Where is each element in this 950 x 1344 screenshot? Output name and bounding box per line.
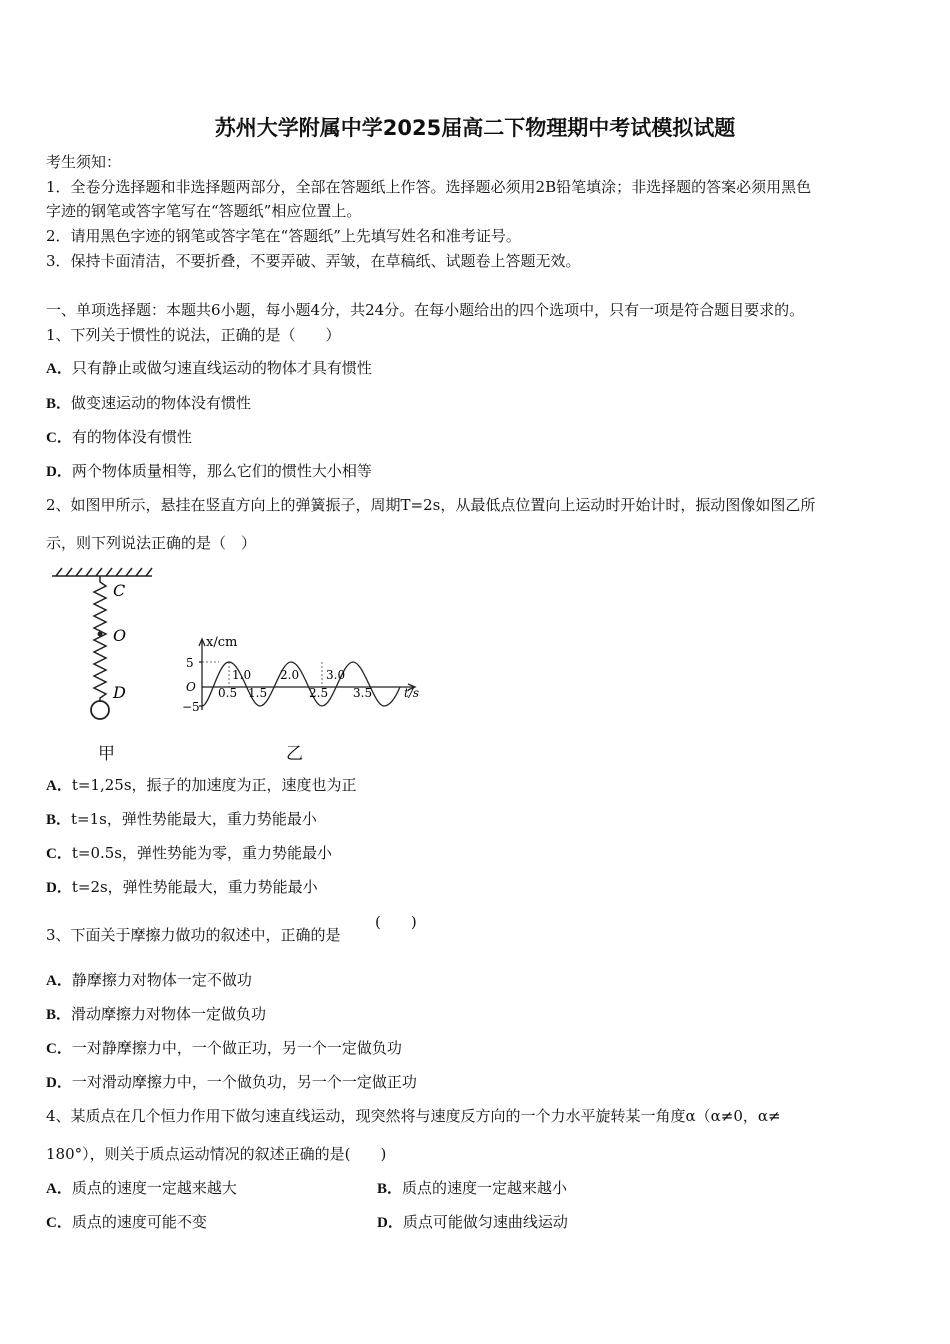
graph-tick-upper: 3.0 xyxy=(326,668,346,682)
equilibrium-dot xyxy=(98,632,103,637)
q2-option-b: B．t=1s，弹性势能最大，重力势能最小 xyxy=(46,810,317,828)
spring-label-d: D xyxy=(113,683,126,702)
graph-tick-upper: 2.0 xyxy=(280,668,300,682)
spring xyxy=(94,576,106,702)
q1-stem: 1、下列关于惯性的说法，正确的是（ ） xyxy=(46,326,341,344)
graph-guides xyxy=(202,662,322,687)
q1-option-a: A．只有静止或做匀速直线运动的物体才具有惯性 xyxy=(46,359,372,377)
graph-tick-lower: 1.5 xyxy=(248,686,268,700)
q3-option-a: A．静摩擦力对物体一定不做功 xyxy=(46,971,252,989)
page-title: 苏州大学附属中学2025届高二下物理期中考试模拟试题 xyxy=(214,116,736,140)
q4-option-d: D．质点可能做匀速曲线运动 xyxy=(377,1213,568,1231)
notice-heading: 考生须知： xyxy=(46,153,122,171)
figure-caption-right: 乙 xyxy=(286,744,303,764)
q3-option-c: C．一对静摩擦力中，一个做正功，另一个一定做负功 xyxy=(46,1039,402,1057)
q3-answer-paren: ( ) xyxy=(375,913,417,931)
q3-stem: 3、下面关于摩擦力做功的叙述中，正确的是 xyxy=(46,926,341,944)
q4-option-c: C．质点的速度可能不变 xyxy=(46,1213,207,1231)
figure-caption-left: 甲 xyxy=(98,744,115,764)
q1-option-d: D．两个物体质量相等，那么它们的惯性大小相等 xyxy=(46,462,372,480)
q2-stem-cont: 示，则下列说法正确的是（ ） xyxy=(46,534,257,552)
graph-xlabel: t/s xyxy=(404,686,420,700)
q1-option-c: C．有的物体没有惯性 xyxy=(46,428,192,446)
graph-tick-lower: 3.5 xyxy=(353,686,373,700)
mass-ball xyxy=(91,701,109,719)
ceiling xyxy=(52,568,152,576)
q4-stem-cont: 180°），则关于质点运动情况的叙述正确的是( ) xyxy=(46,1145,387,1163)
graph-ytick: −5 xyxy=(182,700,200,714)
spring-label-o: O xyxy=(113,626,127,645)
q2-stem: 2、如图甲所示，悬挂在竖直方向上的弹簧振子，周期T=2s，从最低点位置向上运动时开始计时，振动图像如图乙所 xyxy=(46,496,816,514)
graph-tick-lower: 2.5 xyxy=(309,686,329,700)
q4-option-b: B．质点的速度一定越来越小 xyxy=(377,1179,568,1197)
section-heading: 一、单项选择题：本题共6小题，每小题4分，共24分。在每小题给出的四个选项中，只有一项是符合题目要求的。 xyxy=(46,301,805,319)
q2-option-d: D．t=2s，弹性势能最大，重力势能最小 xyxy=(46,878,318,896)
q3-option-d: D．一对滑动摩擦力中，一个做负功，另一个一定做正功 xyxy=(46,1073,417,1091)
q1-option-b: B．做变速运动的物体没有惯性 xyxy=(46,394,252,412)
q2-figure xyxy=(46,562,446,767)
graph-ylabel: x/cm xyxy=(206,635,238,650)
q3-option-b: B．滑动摩擦力对物体一定做负功 xyxy=(46,1005,267,1023)
q2-option-c: C．t=0.5s，弹性势能为零，重力势能最小 xyxy=(46,844,332,862)
notice-item: 3．保持卡面清洁，不要折叠，不要弄破、弄皱，在草稿纸、试题卷上答题无效。 xyxy=(46,252,581,270)
graph-tick-upper: 1.0 xyxy=(232,668,252,682)
q4-stem: 4、某质点在几个恒力作用下做匀速直线运动，现突然将与速度反方向的一个力水平旋转某一角度α（α≠0，α≠ xyxy=(46,1107,781,1125)
q4-option-a: A．质点的速度一定越来越大 xyxy=(46,1179,237,1197)
graph-tick-lower: 0.5 xyxy=(218,686,238,700)
spring-label-c: C xyxy=(113,581,126,600)
figure-svg xyxy=(46,562,446,767)
notice-item: 2．请用黑色字迹的钢笔或答字笔在“答题纸”上先填写姓名和准考证号。 xyxy=(46,227,521,245)
q2-option-a: A．t=1,25s，振子的加速度为正，速度也为正 xyxy=(46,776,357,794)
notice-item: 1．全卷分选择题和非选择题两部分，全部在答题纸上作答。选择题必须用2B铅笔填涂；非选择题的答案必须用黑色 xyxy=(46,178,812,196)
graph-origin: O xyxy=(186,680,196,694)
notice-item: 字迹的钢笔或答字笔写在“答题纸”相应位置上。 xyxy=(46,202,362,220)
graph-ytick: 5 xyxy=(186,656,194,670)
